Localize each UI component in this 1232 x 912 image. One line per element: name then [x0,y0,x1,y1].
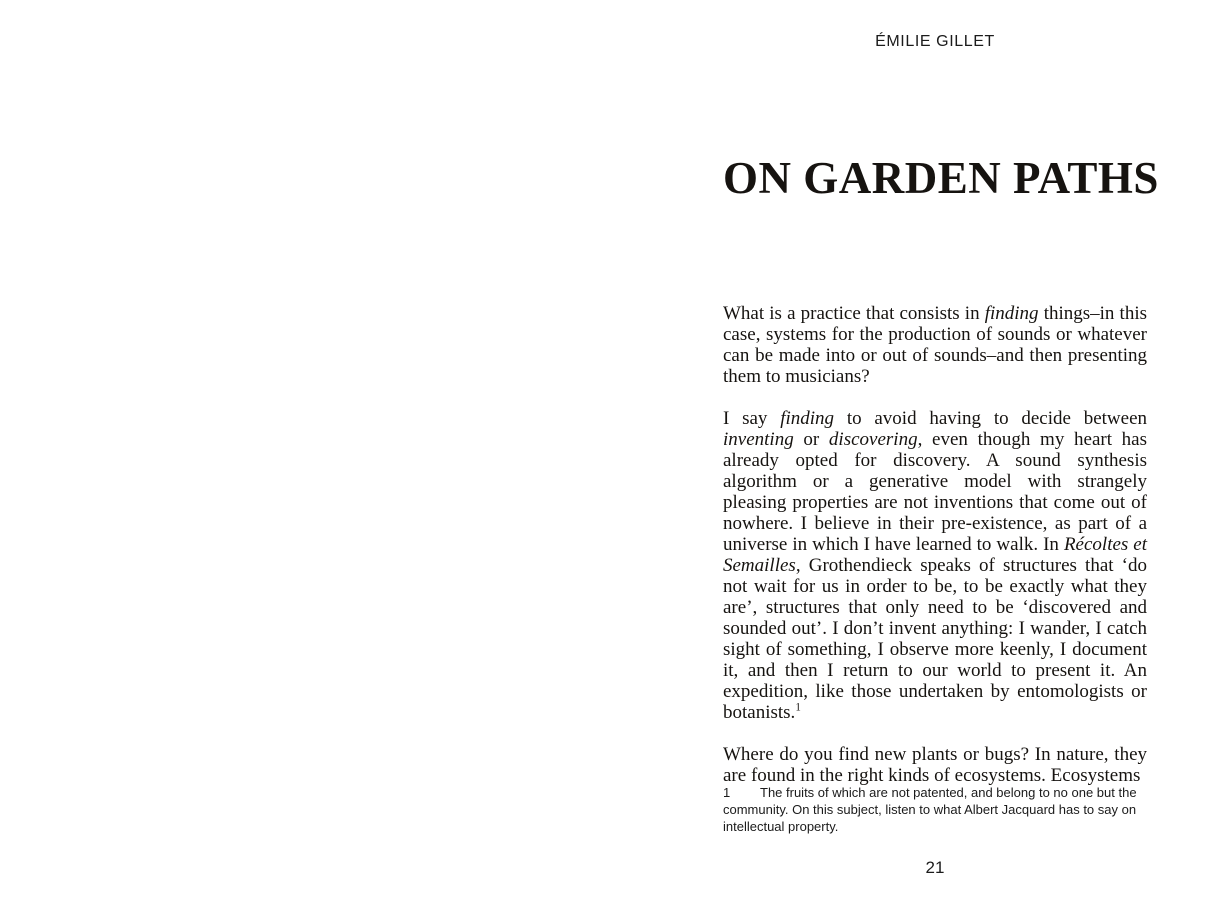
chapter-title: ON GARDEN PATHS [723,153,1159,203]
footnote [723,784,1147,835]
footnote-marker: 1 [723,785,731,800]
paragraph: I say finding to avoid having to decide between inventing or discovering, even though my heart has already opted for discovery. A sound synthesis algorithm or a generative model with strangely pleasing properties are not inventions that come out of nowhere. I believe in their pre-existence, as part of a universe in which I have learned to walk. In Récoltes et Semailles, Grothendieck speaks of structures that ‘do not wait for us in order to be, to be exactly what they are’, structures that only need to be ‘discovered and sounded out’. I don’t invent anything: I wander, I catch sight of something, I observe more keenly, I document it, and then I return to our world to present it. An expedition, like those undertaken by entomologists or botanists.$^1$ [723,408,1148,723]
footnote-text: The fruits of which are not patented, and belong to no one but the community. On this subject, listen to what Albert Jacquard has to say on intellectual property. [723,785,1137,834]
page-number: 21 [925,858,945,877]
footnote-reference: 1 [795,701,801,714]
body-text [723,303,1147,786]
paragraph: Where do you find new plants or bugs? In nature, they are found in the right kinds of ecosystems. Ecosystems [723,744,1147,786]
right-page [616,0,1232,912]
running-header-author: ÉMILIE GILLET [875,33,995,50]
paragraph: What is a practice that consists in finding things–in this case, systems for the production of sounds or whatever can be made into or out of sounds–and then presenting them to musicians? [723,303,1148,387]
